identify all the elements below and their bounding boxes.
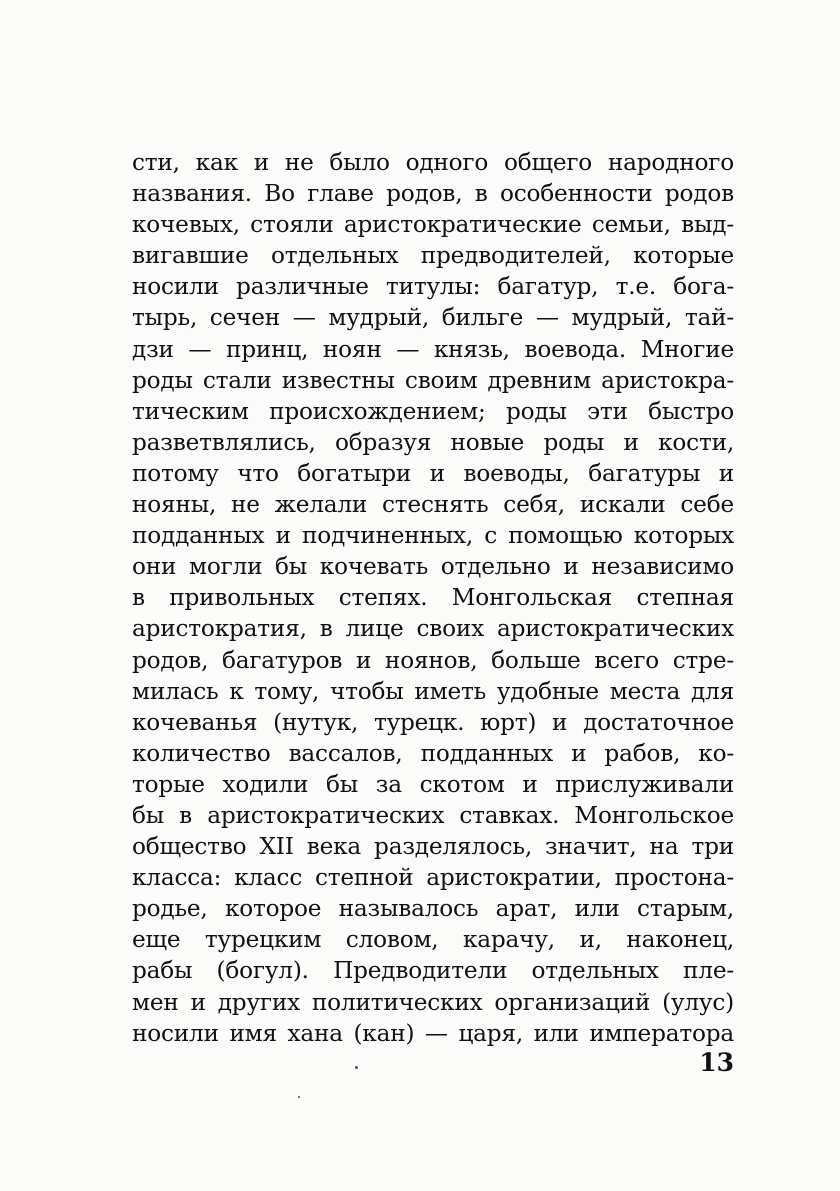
text-line: количество вассалов, подданных и рабов, ко-	[132, 739, 734, 767]
text-line: вигавшие отдельных предводителей, которые	[132, 242, 734, 270]
text-line: названия. Во главе родов, в особенности родов	[132, 180, 734, 208]
text-line: роды стали известны своим древним аристокра-	[132, 366, 734, 394]
text-line: нояны, не желали стеснять себя, искали себе	[132, 491, 734, 519]
text-line: носили различные титулы: багатур, т.е. бога-	[132, 273, 734, 301]
text-line: дзи — принц, ноян — князь, воевода. Многие	[132, 335, 734, 363]
text-line: в привольных степях. Монгольская степная	[132, 584, 734, 612]
body-text	[132, 147, 734, 1049]
print-speck	[298, 1096, 300, 1098]
text-line: сти, как и не было одного общего народного	[132, 149, 734, 176]
text-line: бы в аристократических ставках. Монгольское	[132, 801, 734, 829]
text-line: мен и других политических организаций (улус)	[132, 988, 734, 1016]
text-line: рабы (богул). Предводители отдельных пле-	[132, 957, 734, 985]
text-line: кочеванья (нутук, турецк. юрт) и достаточное	[132, 708, 734, 736]
text-line: класса: класс степной аристократии, простона-	[132, 864, 734, 892]
text-line: родье, которое называлось арат, или старым,	[132, 895, 734, 923]
text-line: тырь, сечен — мудрый, бильге — мудрый, тай-	[132, 304, 734, 332]
text-line: торые ходили бы за скотом и прислуживали	[132, 770, 734, 798]
text-line: разветвлялись, образуя новые роды и кости,	[132, 428, 734, 456]
text-line: милась к тому, чтобы иметь удобные места для	[132, 677, 734, 705]
text-line: потому что богатыри и воеводы, багатуры и	[132, 459, 734, 487]
text-line: родов, багатуров и ноянов, больше всего стре-	[132, 646, 734, 674]
text-line: они могли бы кочевать отдельно и независимо	[132, 553, 734, 581]
print-speck	[355, 1066, 358, 1069]
text-line: тическим происхождением; роды эти быстро	[132, 397, 734, 425]
text-line: кочевых, стояли аристократические семьи, выд-	[132, 211, 734, 239]
page-number: 13	[699, 1048, 734, 1077]
text-line: общество XII века разделялось, значит, на три	[132, 833, 734, 861]
text-line: еще турецким словом, карачу, и, наконец,	[132, 926, 734, 954]
text-line: носили имя хана (кан) — царя, или императора	[132, 1019, 734, 1047]
text-line: аристократия, в лице своих аристократических	[132, 615, 734, 643]
text-line: подданных и подчиненных, с помощью которых	[132, 522, 734, 550]
